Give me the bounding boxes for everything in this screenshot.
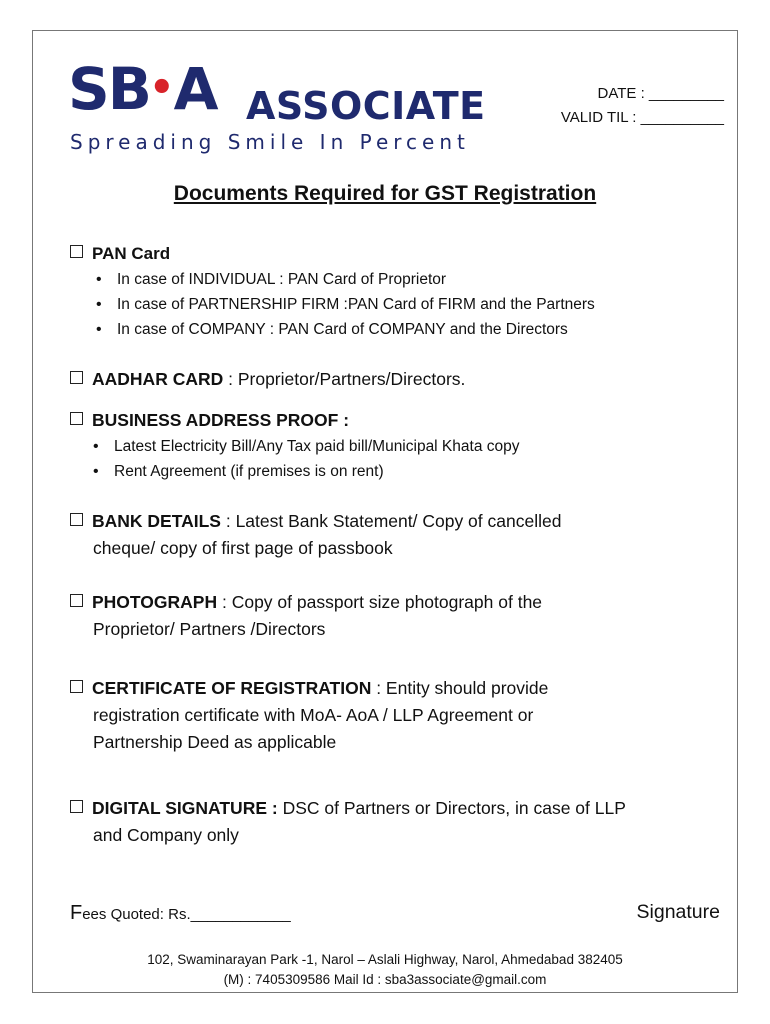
logo-a: A [173,55,217,123]
photo-text: : Copy of passport size photograph of the [217,592,543,612]
pan-checkbox[interactable] [70,245,83,258]
list-item: • In case of COMPANY : PAN Card of COMPANY and the Directors [92,317,720,342]
section-aadhar [70,366,720,393]
pan-bullet-list [92,267,720,342]
logo-dot: • [148,65,175,111]
section-digital-signature [70,795,720,849]
section-bank [70,508,720,562]
aadhar-heading: AADHAR CARD [92,369,224,389]
bank-text-cont: cheque/ copy of first page of passbook [93,538,393,558]
bank-heading: BANK DETAILS [92,511,221,531]
fees-quoted [70,900,291,928]
section-certificate [70,675,720,756]
address-heading: BUSINESS ADDRESS PROOF : [92,410,350,430]
logo-tagline: Spreading Smile In Percent [70,130,470,154]
footer-address: 102, Swaminarayan Park -1, Narol – Aslali Highway, Narol, Ahmedabad 382405 [147,952,623,967]
photo-text-cont: Proprietor/ Partners /Directors [93,619,326,639]
dsc-heading: DIGITAL SIGNATURE : [92,798,278,818]
fees-text: ees Quoted: Rs.____________ [82,906,291,923]
dsc-checkbox[interactable] [70,800,83,813]
address-bullet-list [89,434,720,484]
bank-text: : Latest Bank Statement/ Copy of cancelled [220,511,562,531]
fees-initial: F [70,902,83,924]
section-address-proof [70,407,720,484]
page-title: Documents Required for GST Registration [173,182,597,205]
certificate-text: : Entity should provide [371,678,549,698]
company-logo [68,55,217,123]
signature-label: Signature [636,901,720,923]
dsc-text-cont: and Company only [93,825,239,845]
photo-checkbox[interactable] [70,594,83,607]
footer-contact: (M) : 7405309586 Mail Id : sba3associate@gmail.com [223,972,547,987]
certificate-heading: CERTIFICATE OF REGISTRATION [92,678,372,698]
certificate-checkbox[interactable] [70,680,83,693]
bank-checkbox[interactable] [70,513,83,526]
pan-heading: PAN Card [92,244,171,263]
date-field: DATE : _________ [597,85,724,102]
list-item: • In case of PARTNERSHIP FIRM :PAN Card of FIRM and the Partners [92,292,720,317]
address-checkbox[interactable] [70,412,83,425]
list-item: • Rent Agreement (if premises is on rent) [89,459,720,484]
section-pan [70,240,720,342]
valid-till-field: VALID TIL : __________ [560,109,724,126]
aadhar-text: : Proprietor/Partners/Directors. [223,369,466,389]
certificate-text-cont-2: Partnership Deed as applicable [93,732,337,752]
section-photograph [70,589,720,643]
certificate-text-cont-1: registration certificate with MoA- AoA / LLP Agreement or [93,705,534,725]
list-item: • In case of INDIVIDUAL : PAN Card of Proprietor [92,267,720,292]
aadhar-checkbox[interactable] [70,371,83,384]
photo-heading: PHOTOGRAPH [92,592,218,612]
logo-sb: SB [68,55,150,123]
logo-company-name: ASSOCIATE [246,84,486,128]
list-item: • Latest Electricity Bill/Any Tax paid bill/Municipal Khata copy [89,434,720,459]
dsc-text: DSC of Partners or Directors, in case of LLP [277,798,626,818]
